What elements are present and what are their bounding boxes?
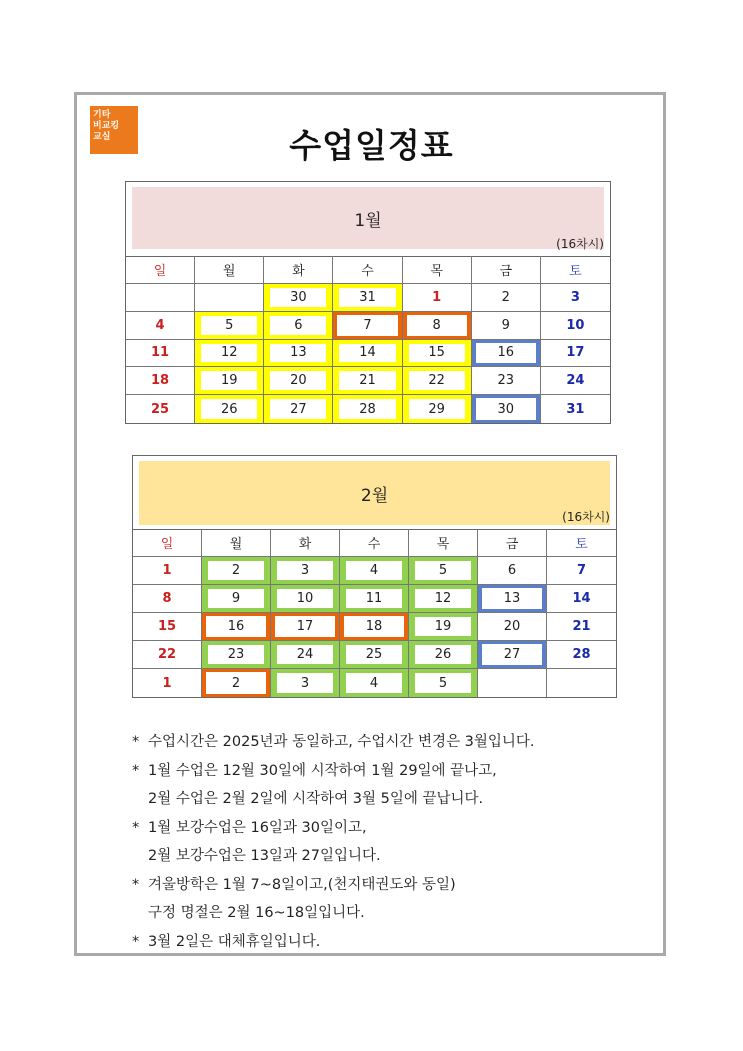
calendar-day	[264, 367, 333, 395]
day-number: 4	[346, 561, 402, 580]
day-number: 1	[432, 289, 442, 305]
weekday-header: 목	[409, 529, 478, 557]
day-number: 11	[346, 589, 402, 608]
calendar-day	[409, 557, 478, 585]
month-band	[132, 187, 604, 249]
day-number: 2	[208, 561, 264, 580]
calendar-day	[541, 395, 610, 423]
day-number: 5	[415, 673, 471, 693]
calendar-day	[133, 641, 202, 669]
calendar-day	[264, 312, 333, 340]
calendar-day	[541, 367, 610, 395]
calendar-grid	[133, 529, 616, 697]
day-number: 2	[501, 289, 510, 305]
day-number: 27	[270, 399, 326, 419]
calendar-day	[403, 395, 472, 423]
day-number: 13	[482, 588, 542, 609]
calendar-day	[478, 669, 547, 697]
day-number: 19	[201, 371, 257, 390]
day-number: 18	[151, 373, 170, 389]
calendar-day	[541, 340, 610, 368]
calendar-day	[333, 395, 402, 423]
bullet-star: *	[132, 819, 140, 836]
calendar-day	[271, 557, 340, 585]
day-number: 14	[339, 344, 395, 363]
note-line	[132, 899, 535, 928]
day-number: 11	[151, 345, 170, 361]
calendar-day	[271, 669, 340, 697]
note-line	[132, 842, 535, 871]
day-number: 7	[576, 563, 587, 578]
day-number: 4	[346, 673, 402, 693]
day-number: 23	[208, 645, 264, 664]
note-text: 수업시간은 2025년과 동일하고, 수업시간 변경은 3월입니다.	[148, 734, 535, 750]
day-number	[132, 288, 188, 307]
calendar-day	[264, 284, 333, 312]
note-line	[132, 785, 535, 814]
day-number: 24	[277, 645, 333, 664]
calendar-day	[340, 585, 409, 613]
note-line	[132, 928, 535, 957]
calendar-day	[202, 613, 271, 641]
day-number: 9	[501, 317, 510, 333]
logo-line: 비교킹	[93, 121, 120, 131]
day-number	[201, 288, 257, 307]
day-number: 23	[497, 373, 515, 389]
day-number: 15	[157, 619, 177, 634]
day-number: 17	[566, 345, 585, 361]
day-number: 12	[415, 589, 471, 608]
weekday-header: 월	[202, 529, 271, 557]
calendar-day	[403, 284, 472, 312]
day-number: 26	[201, 399, 257, 419]
day-number: 9	[208, 589, 264, 608]
calendar-day	[202, 669, 271, 697]
calendar-day	[126, 395, 195, 423]
note-text: 구정 명절은 2월 16~18일입니다.	[148, 905, 365, 921]
calendar-day	[478, 557, 547, 585]
session-count: (16차시)	[562, 510, 610, 524]
weekday-header: 화	[271, 529, 340, 557]
day-number	[484, 673, 540, 693]
calendar-day	[472, 284, 541, 312]
calendar-day	[409, 585, 478, 613]
day-number: 31	[339, 288, 395, 307]
calendar-header	[126, 182, 610, 257]
calendar-day	[333, 284, 402, 312]
calendar-day	[547, 557, 616, 585]
weekday-header: 토	[547, 529, 616, 557]
session-count: (16차시)	[556, 237, 604, 251]
day-number: 28	[572, 647, 591, 662]
calendar-day	[340, 557, 409, 585]
calendar-day	[340, 613, 409, 641]
calendar-day	[340, 669, 409, 697]
calendar-day	[541, 284, 610, 312]
day-number: 6	[507, 563, 517, 578]
day-number: 26	[415, 645, 471, 664]
day-number: 12	[201, 344, 257, 363]
day-number: 7	[337, 315, 397, 336]
day-number: 22	[157, 647, 177, 662]
bullet-star: *	[132, 933, 140, 950]
day-number	[553, 673, 610, 693]
calendar-day	[271, 585, 340, 613]
day-number: 29	[409, 399, 465, 419]
calendar-day	[133, 557, 202, 585]
month-label: 2월	[360, 485, 389, 506]
bullet-star: *	[132, 734, 140, 750]
calendar-day	[333, 367, 402, 395]
day-number: 8	[407, 315, 467, 336]
calendar-header	[133, 456, 616, 530]
day-number: 3	[570, 289, 580, 305]
note-text: 2월 수업은 2월 2일에 시작하여 3월 5일에 끝납니다.	[148, 791, 484, 807]
day-number: 5	[415, 561, 471, 580]
day-number: 15	[409, 344, 465, 363]
note-text: 1월 수업은 12월 30일에 시작하여 1월 29일에 끝나고,	[148, 762, 497, 779]
day-number: 16	[206, 616, 266, 637]
calendar-day	[333, 312, 402, 340]
day-number: 3	[277, 561, 333, 580]
calendar-january	[125, 181, 611, 424]
day-number: 13	[270, 344, 326, 363]
weekday-header: 금	[478, 529, 547, 557]
calendar-day	[133, 613, 202, 641]
day-number: 1	[162, 675, 172, 691]
day-number: 18	[344, 616, 404, 637]
calendar-day	[478, 641, 547, 669]
calendar-day	[403, 340, 472, 368]
calendar-day	[195, 284, 264, 312]
day-number: 8	[162, 591, 172, 606]
note-line	[132, 871, 535, 900]
day-number: 14	[572, 591, 591, 606]
calendar-day	[271, 641, 340, 669]
note-text: 3월 2일은 대체휴일입니다.	[148, 933, 321, 950]
calendar-day	[409, 669, 478, 697]
note-line	[132, 814, 535, 843]
calendar-day	[333, 340, 402, 368]
calendar-day	[202, 557, 271, 585]
calendar-day	[133, 585, 202, 613]
calendar-day	[126, 284, 195, 312]
calendar-day	[547, 613, 616, 641]
day-number: 10	[277, 589, 333, 608]
weekday-header: 목	[403, 256, 472, 284]
calendar-day	[264, 395, 333, 423]
day-number: 28	[339, 399, 395, 419]
calendar-february	[132, 455, 617, 698]
note-line	[132, 757, 535, 786]
day-number: 22	[409, 371, 465, 390]
calendar-day	[472, 395, 541, 423]
calendar-day	[340, 641, 409, 669]
day-number: 30	[476, 398, 536, 420]
logo-line: 기타	[93, 110, 111, 120]
calendar-day	[133, 669, 202, 697]
calendar-day	[547, 585, 616, 613]
day-number: 1	[162, 563, 172, 578]
day-number: 16	[476, 343, 536, 364]
calendar-day	[403, 367, 472, 395]
day-number: 20	[270, 371, 326, 390]
day-number: 20	[503, 619, 521, 634]
calendar-day	[271, 613, 340, 641]
weekday-header: 월	[195, 256, 264, 284]
day-number: 21	[572, 619, 591, 634]
day-number: 5	[201, 316, 257, 335]
month-band	[139, 461, 610, 525]
bullet-star: *	[132, 762, 140, 779]
calendar-day	[478, 613, 547, 641]
calendar-day	[472, 340, 541, 368]
weekday-header: 화	[264, 256, 333, 284]
day-number: 30	[270, 288, 326, 307]
calendar-grid	[126, 256, 610, 423]
logo-line: 교실	[93, 132, 111, 142]
day-number: 25	[346, 645, 402, 664]
calendar-day	[472, 312, 541, 340]
calendar-day	[195, 367, 264, 395]
calendar-day	[547, 669, 616, 697]
page-title: 수업일정표	[289, 126, 454, 165]
calendar-day	[409, 613, 478, 641]
calendar-day	[547, 641, 616, 669]
calendar-day	[126, 367, 195, 395]
weekday-header: 수	[340, 529, 409, 557]
calendar-day	[195, 312, 264, 340]
day-number: 10	[566, 317, 585, 333]
month-label: 1월	[354, 210, 382, 231]
calendar-day	[403, 312, 472, 340]
weekday-header: 일	[133, 529, 202, 557]
day-number: 31	[566, 401, 585, 417]
weekday-header: 금	[472, 256, 541, 284]
day-number: 21	[339, 371, 395, 390]
note-text: 1월 보강수업은 16일과 30일이고,	[148, 819, 367, 836]
note-text: 겨울방학은 1월 7~8일이고,(천지태권도와 동일)	[148, 876, 456, 893]
day-number: 17	[275, 616, 335, 637]
note-line	[132, 728, 535, 757]
weekday-header: 수	[333, 256, 402, 284]
calendar-day	[202, 641, 271, 669]
day-number: 2	[206, 672, 266, 694]
day-number: 4	[155, 317, 165, 333]
bullet-star: *	[132, 876, 140, 893]
calendar-day	[195, 395, 264, 423]
notes-list	[132, 728, 535, 956]
calendar-day	[195, 340, 264, 368]
weekday-header: 토	[541, 256, 610, 284]
calendar-day	[202, 585, 271, 613]
day-number: 6	[270, 316, 326, 335]
note-text: 2월 보강수업은 13일과 27일입니다.	[148, 848, 381, 864]
day-number: 24	[566, 373, 585, 389]
calendar-day	[478, 585, 547, 613]
weekday-header: 일	[126, 256, 195, 284]
day-number: 27	[482, 644, 542, 665]
calendar-day	[409, 641, 478, 669]
calendar-day	[541, 312, 610, 340]
day-number: 19	[415, 617, 471, 636]
day-number: 25	[151, 401, 170, 417]
day-number: 3	[277, 673, 333, 693]
calendar-day	[126, 312, 195, 340]
calendar-day	[264, 340, 333, 368]
calendar-day	[126, 340, 195, 368]
calendar-day	[472, 367, 541, 395]
